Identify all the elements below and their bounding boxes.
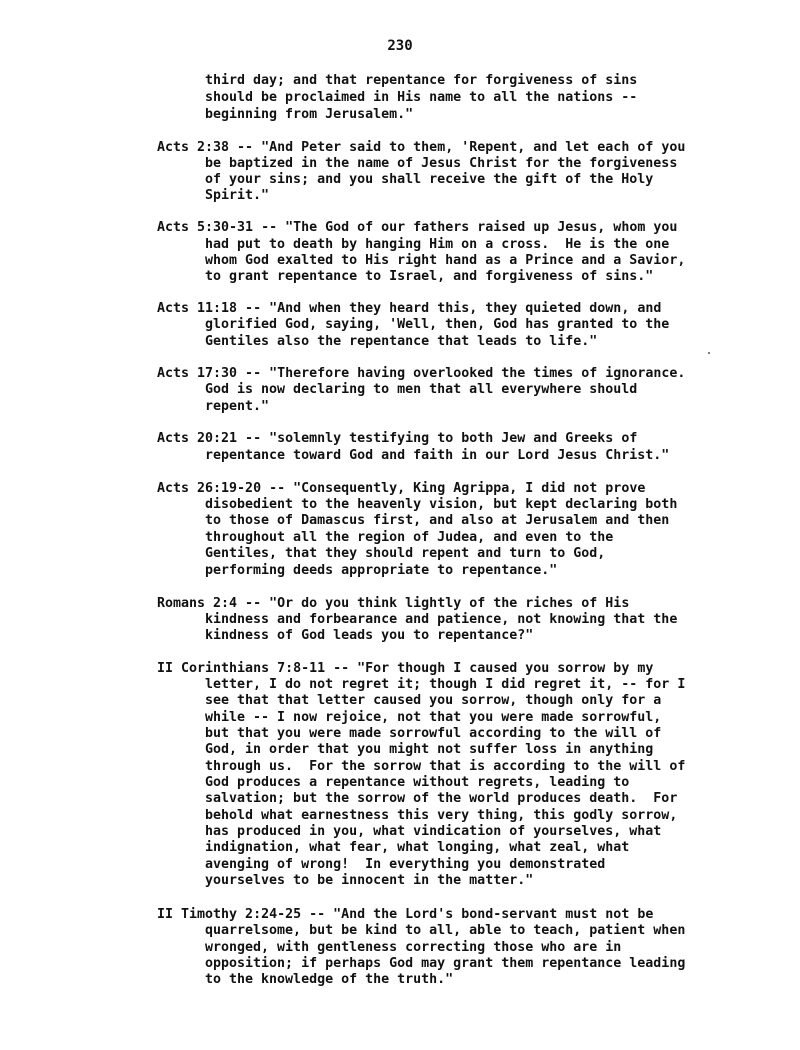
text-line: third day; and that repentance for forgiveness of sins [205,73,638,88]
text-line: wronged, with gentleness correcting those who are in [205,940,622,955]
text-line: throughout all the region of Judea, and even to the [205,530,614,545]
text-line: kindness and forbearance and patience, not knowing that the [205,612,678,627]
text-line: be baptized in the name of Jesus Christ for the forgiveness [205,156,678,171]
text-line: whom God exalted to His right hand as a Prince and a Savior, [205,253,686,268]
text-line: had put to death by hanging Him on a cross. He is the one [205,237,670,252]
verse-reference-line: II Timothy 2:24-25 -- "And the Lord's bond-servant must not be [157,907,654,922]
text-line: of your sins; and you shall receive the gift of the Holy [205,172,654,187]
text-line: behold what earnestness this very thing, this godly sorrow, [205,808,678,823]
text-line: salvation; but the sorrow of the world produces death. For [205,791,678,806]
text-line: should be proclaimed in His name to all the nations -- [205,90,638,105]
text-line: through us. For the sorrow that is according to the will of [205,759,686,774]
text-line: repentance toward God and faith in our Lord Jesus Christ." [205,448,670,463]
verse-reference-line: Acts 20:21 -- "solemnly testifying to both Jew and Greeks of [157,431,638,446]
text-line: while -- I now rejoice, not that you were made sorrowful, [205,710,662,725]
text-line: letter, I do not regret it; though I did regret it, -- for I [205,677,686,692]
text-line: but that you were made sorrowful according to the will of [205,726,662,741]
text-line: God, in order that you might not suffer loss in anything [205,742,654,757]
page-number: 230 [387,38,413,54]
text-line: kindness of God leads you to repentance?" [205,628,534,643]
text-line: Gentiles also the repentance that leads to life." [205,334,598,349]
text-line: God produces a repentance without regrets, leading to [205,775,630,790]
text-line: to the knowledge of the truth." [205,972,454,987]
text-line: repent." [205,399,270,414]
text-line: quarrelsome, but be kind to all, able to teach, patient when [205,923,686,938]
text-line: avenging of wrong! In everything you demonstrated [205,857,606,872]
verse-reference-line: Acts 17:30 -- "Therefore having overlooked the times of ignorance. [157,366,686,381]
text-line: opposition; if perhaps God may grant them repentance leading [205,956,686,971]
text-line: beginning from Jerusalem." [205,107,414,122]
text-line: Gentiles, that they should repent and turn to God, [205,546,606,561]
text-line: glorified God, saying, 'Well, then, God has granted to the [205,317,670,332]
text-line: has produced in you, what vindication of yourselves, what [205,824,662,839]
text-line: disobedient to the heavenly vision, but kept declaring both [205,497,678,512]
text-line: yourselves to be innocent in the matter." [205,873,534,888]
verse-reference-line: II Corinthians 7:8-11 -- "For though I caused you sorrow by my [157,661,654,676]
text-line: to grant repentance to Israel, and forgiveness of sins." [205,269,654,284]
verse-reference-line: Romans 2:4 -- "Or do you think lightly of the riches of His [157,596,630,611]
text-line: indignation, what fear, what longing, what zeal, what [205,840,630,855]
text-line: God is now declaring to men that all everywhere should [205,382,638,397]
scan-speck [708,352,710,354]
text-line: to those of Damascus first, and also at Jerusalem and then [205,513,670,528]
verse-reference-line: Acts 11:18 -- "And when they heard this, they quieted down, and [157,301,662,316]
verse-reference-line: Acts 26:19-20 -- "Consequently, King Agrippa, I did not prove [157,481,646,496]
text-line: see that that letter caused you sorrow, though only for a [205,693,662,708]
verse-reference-line: Acts 5:30-31 -- "The God of our fathers raised up Jesus, whom you [157,220,678,235]
verse-reference-line: Acts 2:38 -- "And Peter said to them, 'Repent, and let each of you [157,140,686,155]
text-line: performing deeds appropriate to repentance." [205,563,558,578]
text-line: Spirit." [205,188,270,203]
